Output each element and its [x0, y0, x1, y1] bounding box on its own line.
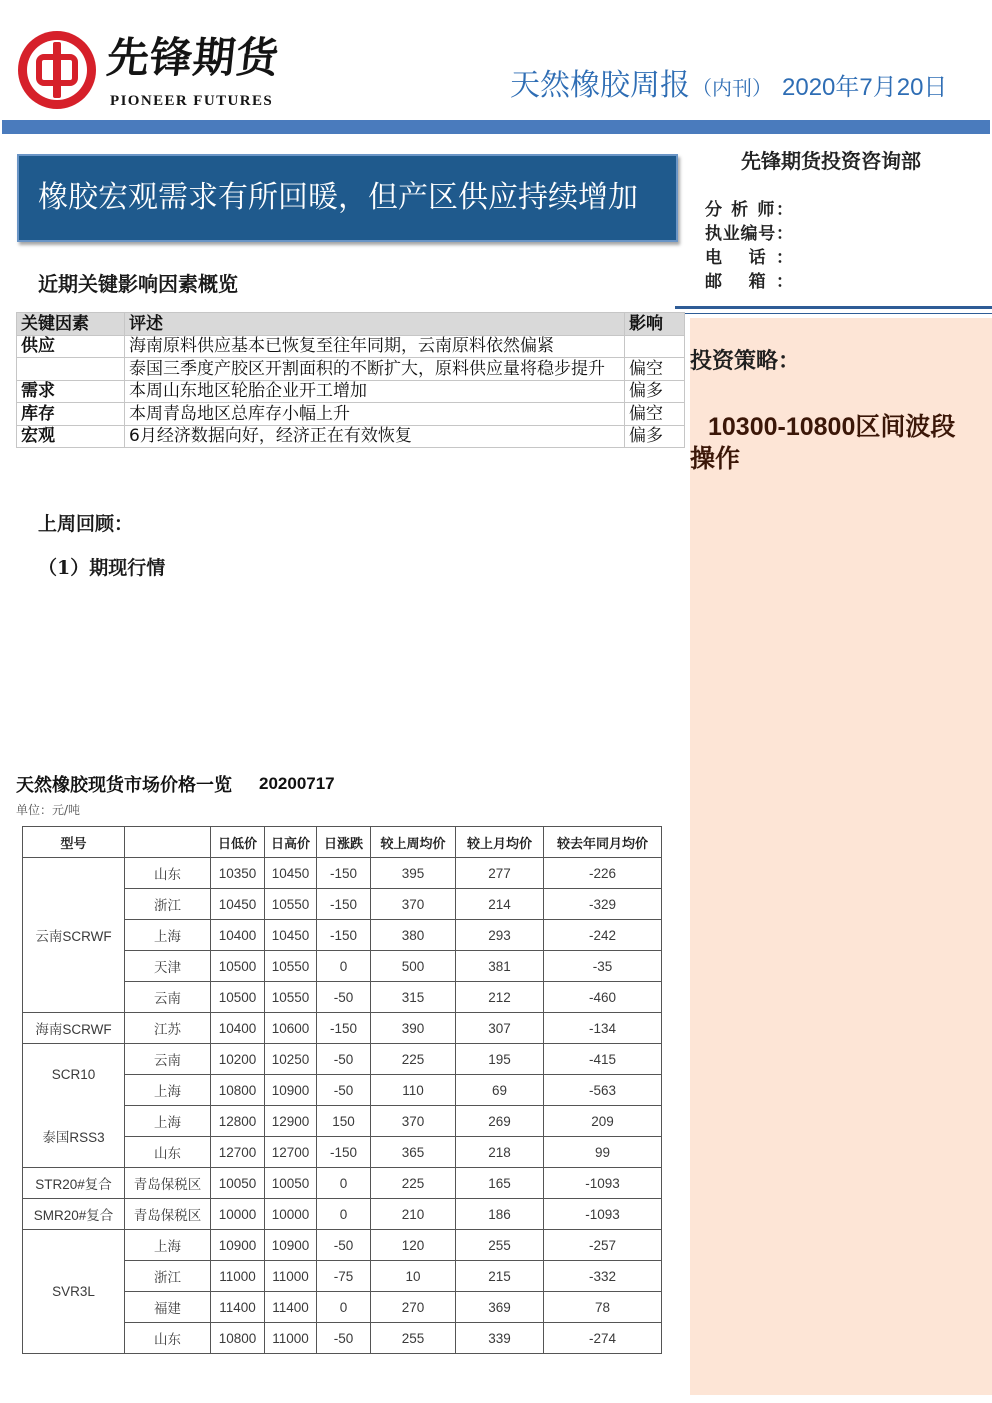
vs-last-month-cell: 269	[456, 1106, 544, 1137]
daily-low-cell: 11000	[211, 1261, 265, 1292]
table-row	[23, 1230, 662, 1261]
table-header-row	[23, 827, 662, 858]
strategy-text: 10300-10800区间波段操作	[690, 413, 956, 473]
vs-last-year-cell: -1093	[544, 1199, 662, 1230]
daily-change-cell: -50	[317, 1075, 371, 1106]
daily-high-cell: 10250	[265, 1044, 317, 1075]
impact-cell: 偏多	[625, 425, 685, 448]
daily-high-cell: 10550	[265, 889, 317, 920]
report-title: 天然橡胶周报	[510, 68, 690, 103]
region-cell: 山东	[125, 1137, 211, 1168]
impact-cell: 偏空	[625, 403, 685, 426]
daily-low-cell: 10400	[211, 1013, 265, 1044]
factor-cell: 宏观	[17, 425, 125, 448]
factor-cell: 库存	[17, 403, 125, 426]
table-row	[23, 858, 662, 889]
grade-cell: SVR3L	[23, 1230, 125, 1354]
region-cell: 山东	[125, 1323, 211, 1354]
vs-last-month-cell: 381	[456, 951, 544, 982]
daily-change-cell: -50	[317, 982, 371, 1013]
vs-last-year-cell: -274	[544, 1323, 662, 1354]
contact-block	[705, 198, 793, 294]
grade-cell: SCR10	[23, 1044, 125, 1106]
table-row	[23, 1013, 662, 1044]
daily-change-cell: -75	[317, 1261, 371, 1292]
vs-last-year-cell: -329	[544, 889, 662, 920]
grade-cell: 云南SCRWF	[23, 858, 125, 1013]
vs-last-year-cell: -242	[544, 920, 662, 951]
daily-high-cell: 10450	[265, 858, 317, 889]
factor-cell: 供应	[17, 335, 125, 358]
grade-cell: STR20#复合	[23, 1168, 125, 1199]
vs-last-month-cell: 165	[456, 1168, 544, 1199]
table-row	[17, 403, 685, 426]
table-row	[23, 1106, 662, 1137]
spot-table-date: 20200717	[259, 774, 335, 793]
column-header-vs-last-month: 较上月均价	[456, 827, 544, 858]
daily-change-cell: -150	[317, 1137, 371, 1168]
vs-last-year-cell: -257	[544, 1230, 662, 1261]
spot-table-unit: 单位：元/吨	[16, 803, 81, 817]
strategy-label: 投资策略：	[690, 349, 801, 374]
vs-last-month-cell: 69	[456, 1075, 544, 1106]
daily-low-cell: 10200	[211, 1044, 265, 1075]
vs-last-month-cell: 339	[456, 1323, 544, 1354]
region-cell: 青岛保税区	[125, 1199, 211, 1230]
column-header-daily-change: 日涨跌	[317, 827, 371, 858]
daily-low-cell: 10400	[211, 920, 265, 951]
vs-last-year-cell: 209	[544, 1106, 662, 1137]
daily-high-cell: 12700	[265, 1137, 317, 1168]
vs-last-month-cell: 218	[456, 1137, 544, 1168]
impact-cell: 偏多	[625, 380, 685, 403]
vs-last-month-cell: 195	[456, 1044, 544, 1075]
spot-table-title: 天然橡胶现货市场价格一览	[16, 775, 232, 796]
vs-last-month-cell: 369	[456, 1292, 544, 1323]
daily-high-cell: 10900	[265, 1075, 317, 1106]
vs-last-month-cell: 255	[456, 1230, 544, 1261]
table-row	[23, 1168, 662, 1199]
vs-last-week-cell: 270	[371, 1292, 456, 1323]
daily-change-cell: -150	[317, 858, 371, 889]
region-cell: 上海	[125, 1075, 211, 1106]
vs-last-week-cell: 370	[371, 889, 456, 920]
grade-cell: 泰国RSS3	[23, 1106, 125, 1168]
daily-high-cell: 10550	[265, 982, 317, 1013]
header-divider-bar	[2, 120, 990, 134]
region-cell: 上海	[125, 1106, 211, 1137]
vs-last-month-cell: 212	[456, 982, 544, 1013]
vs-last-year-cell: -415	[544, 1044, 662, 1075]
contact-label-email: 邮 箱：	[705, 272, 793, 292]
comment-cell: 本周青岛地区总库存小幅上升	[125, 403, 625, 426]
region-cell: 福建	[125, 1292, 211, 1323]
region-cell: 云南	[125, 1044, 211, 1075]
column-header-comment: 评述	[125, 313, 625, 336]
daily-change-cell: -150	[317, 1013, 371, 1044]
comment-cell: 泰国三季度产胶区开割面积的不断扩大，原料供应量将稳步提升	[125, 358, 625, 381]
vs-last-week-cell: 315	[371, 982, 456, 1013]
contact-label-analyst: 分 析 师：	[705, 200, 793, 220]
comment-cell: 本周山东地区轮胎企业开工增加	[125, 380, 625, 403]
column-header-daily-low: 日低价	[211, 827, 265, 858]
vs-last-year-cell: -460	[544, 982, 662, 1013]
region-cell: 江苏	[125, 1013, 211, 1044]
sidebar-panel	[690, 318, 992, 1395]
daily-low-cell: 10900	[211, 1230, 265, 1261]
vs-last-month-cell: 293	[456, 920, 544, 951]
vs-last-week-cell: 210	[371, 1199, 456, 1230]
vs-last-month-cell: 186	[456, 1199, 544, 1230]
vs-last-year-cell: 78	[544, 1292, 662, 1323]
headline-banner: 橡胶宏观需求有所回暖，但产区供应持续增加	[17, 154, 678, 242]
region-cell: 天津	[125, 951, 211, 982]
daily-low-cell: 10350	[211, 858, 265, 889]
column-header-region	[125, 827, 211, 858]
daily-low-cell: 10450	[211, 889, 265, 920]
daily-change-cell: -50	[317, 1323, 371, 1354]
column-header-impact: 影响	[625, 313, 685, 336]
daily-low-cell: 10800	[211, 1323, 265, 1354]
vs-last-year-cell: -332	[544, 1261, 662, 1292]
department-name: 先锋期货投资咨询部	[741, 149, 921, 173]
daily-high-cell: 10600	[265, 1013, 317, 1044]
daily-low-cell: 12800	[211, 1106, 265, 1137]
daily-low-cell: 10800	[211, 1075, 265, 1106]
daily-high-cell: 10450	[265, 920, 317, 951]
daily-change-cell: 0	[317, 1292, 371, 1323]
table-row	[17, 425, 685, 448]
column-header-factor: 关键因素	[17, 313, 125, 336]
region-cell: 青岛保税区	[125, 1168, 211, 1199]
vs-last-month-cell: 215	[456, 1261, 544, 1292]
table-row	[17, 380, 685, 403]
daily-high-cell: 10550	[265, 951, 317, 982]
impact-cell	[625, 335, 685, 358]
region-cell: 云南	[125, 982, 211, 1013]
daily-change-cell: -50	[317, 1230, 371, 1261]
vs-last-year-cell: -1093	[544, 1168, 662, 1199]
column-header-grade: 型号	[23, 827, 125, 858]
table-header-row	[17, 313, 685, 336]
vs-last-week-cell: 10	[371, 1261, 456, 1292]
daily-change-cell: 0	[317, 1168, 371, 1199]
daily-low-cell: 10050	[211, 1168, 265, 1199]
key-factors-table	[16, 312, 685, 448]
daily-high-cell: 11000	[265, 1261, 317, 1292]
vs-last-week-cell: 365	[371, 1137, 456, 1168]
spot-price-table	[22, 826, 662, 1354]
impact-cell: 偏空	[625, 358, 685, 381]
report-header	[510, 66, 947, 106]
vs-last-week-cell: 225	[371, 1168, 456, 1199]
review-subtitle: （1）期现行情	[38, 557, 166, 579]
vs-last-year-cell: -226	[544, 858, 662, 889]
vs-last-week-cell: 380	[371, 920, 456, 951]
column-header-daily-high: 日高价	[265, 827, 317, 858]
daily-change-cell: -150	[317, 889, 371, 920]
region-cell: 浙江	[125, 1261, 211, 1292]
daily-high-cell: 11000	[265, 1323, 317, 1354]
daily-change-cell: 150	[317, 1106, 371, 1137]
vs-last-week-cell: 110	[371, 1075, 456, 1106]
column-header-vs-last-year: 较去年同月均价	[544, 827, 662, 858]
region-cell: 山东	[125, 858, 211, 889]
table-row	[23, 1044, 662, 1075]
vs-last-month-cell: 214	[456, 889, 544, 920]
region-cell: 上海	[125, 1230, 211, 1261]
daily-low-cell: 12700	[211, 1137, 265, 1168]
factors-title: 近期关键影响因素概览	[38, 272, 238, 296]
vs-last-week-cell: 255	[371, 1323, 456, 1354]
vs-last-week-cell: 225	[371, 1044, 456, 1075]
vs-last-month-cell: 277	[456, 858, 544, 889]
daily-high-cell: 10000	[265, 1199, 317, 1230]
vs-last-week-cell: 500	[371, 951, 456, 982]
region-cell: 上海	[125, 920, 211, 951]
vs-last-year-cell: -134	[544, 1013, 662, 1044]
comment-cell: 海南原料供应基本已恢复至往年同期，云南原料依然偏紧	[125, 335, 625, 358]
vs-last-week-cell: 120	[371, 1230, 456, 1261]
brand-name-en: PIONEER FUTURES	[110, 93, 274, 109]
column-header-vs-last-week: 较上周均价	[371, 827, 456, 858]
report-date: 2020年7月20日	[782, 74, 948, 101]
factor-cell	[17, 358, 125, 381]
review-title: 上周回顾：	[38, 513, 134, 535]
daily-low-cell: 10500	[211, 982, 265, 1013]
vs-last-year-cell: -563	[544, 1075, 662, 1106]
table-row	[17, 358, 685, 381]
daily-low-cell: 10500	[211, 951, 265, 982]
vs-last-week-cell: 395	[371, 858, 456, 889]
contact-label-license: 执业编号：	[705, 224, 793, 244]
vs-last-week-cell: 390	[371, 1013, 456, 1044]
vs-last-week-cell: 370	[371, 1106, 456, 1137]
daily-high-cell: 10900	[265, 1230, 317, 1261]
factor-cell: 需求	[17, 380, 125, 403]
daily-change-cell: -150	[317, 920, 371, 951]
region-cell: 浙江	[125, 889, 211, 920]
grade-cell: SMR20#复合	[23, 1199, 125, 1230]
daily-low-cell: 11400	[211, 1292, 265, 1323]
table-row	[17, 335, 685, 358]
comment-cell: 6月经济数据向好，经济正在有效恢复	[125, 425, 625, 448]
daily-high-cell: 12900	[265, 1106, 317, 1137]
daily-change-cell: 0	[317, 951, 371, 982]
pioneer-logo-icon	[17, 30, 97, 110]
daily-change-cell: -50	[317, 1044, 371, 1075]
grade-cell: 海南SCRWF	[23, 1013, 125, 1044]
brand-name-cn: 先锋期货	[104, 33, 282, 82]
vs-last-year-cell: 99	[544, 1137, 662, 1168]
daily-change-cell: 0	[317, 1199, 371, 1230]
daily-high-cell: 11400	[265, 1292, 317, 1323]
vs-last-year-cell: -35	[544, 951, 662, 982]
report-tag: （内刊）	[692, 76, 772, 100]
daily-high-cell: 10050	[265, 1168, 317, 1199]
table-row	[23, 1199, 662, 1230]
vs-last-month-cell: 307	[456, 1013, 544, 1044]
sidebar-rule	[675, 306, 992, 314]
contact-label-phone: 电 话：	[705, 248, 793, 268]
spot-table-body	[23, 858, 662, 1354]
daily-low-cell: 10000	[211, 1199, 265, 1230]
